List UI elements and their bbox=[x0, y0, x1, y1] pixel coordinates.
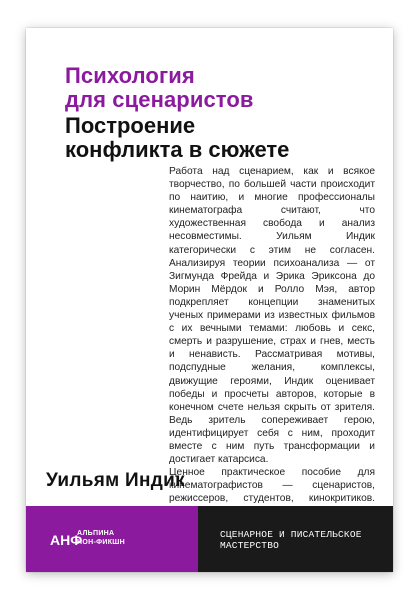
publisher-name-line-2: НОН-ФИКШН bbox=[77, 538, 125, 546]
subtitle-line-1: Построение bbox=[65, 113, 196, 138]
title-line-2: для сценаристов bbox=[65, 87, 254, 112]
publisher-name bbox=[77, 530, 125, 547]
description-paragraph-2: Ценное практическое пособие для кинематографистов — сценаристов, режиссеров, студентов, кинокритиков. bbox=[169, 467, 375, 505]
subtitle-line-2: конфликта в сюжете bbox=[65, 137, 290, 162]
series-block bbox=[198, 506, 393, 572]
author-name: Уильям Индик bbox=[46, 470, 185, 491]
title-line-1: Психология bbox=[65, 63, 195, 88]
book-subtitle bbox=[65, 114, 385, 162]
series-line-2: МАСТЕРСТВО bbox=[220, 540, 280, 551]
publisher-logo-text: АНФ bbox=[50, 532, 83, 548]
publisher-logo-icon bbox=[50, 529, 83, 549]
book-cover bbox=[26, 28, 393, 572]
book-title bbox=[65, 64, 385, 112]
publisher-block bbox=[26, 506, 198, 572]
bottom-band bbox=[26, 506, 393, 572]
description-paragraph-1: Работа над сценарием, как и всякое творчество, по большей части происходит по наитию, и многие профессионалы кинематографа считают, что художественная свобода и анализ несовместимы. Уильям Индик категорически с этим не согласен. Анализируя теории психоанализа — от Зигмунда Фрейда и Эрика Эриксона до Морин Мёрдок и Ролло Мэя, автор подкрепляет концепции знаменитых ученых примерами из известных фильмов с их вечными темами: любовь и секс, смерть и разрушение, страх и гнев, месть и ненависть. Рассматривая мотивы, подспудные желания, комплексы, движущие героями, Индик оценивает победы и просчеты авторов, которые в конечном счете нельзя скрыть от зрителя. Ведь зритель сопереживает герою, идентифицирует себя с ним, проходит вместе с ним путь трансформации и достигает катарсиса. bbox=[169, 166, 375, 466]
series-line-1: СЦЕНАРНОЕ И ПИСАТЕЛЬСКОЕ bbox=[220, 529, 362, 540]
series-name bbox=[220, 529, 390, 551]
publisher-name-line-1: АЛЬПИНА bbox=[77, 530, 115, 537]
